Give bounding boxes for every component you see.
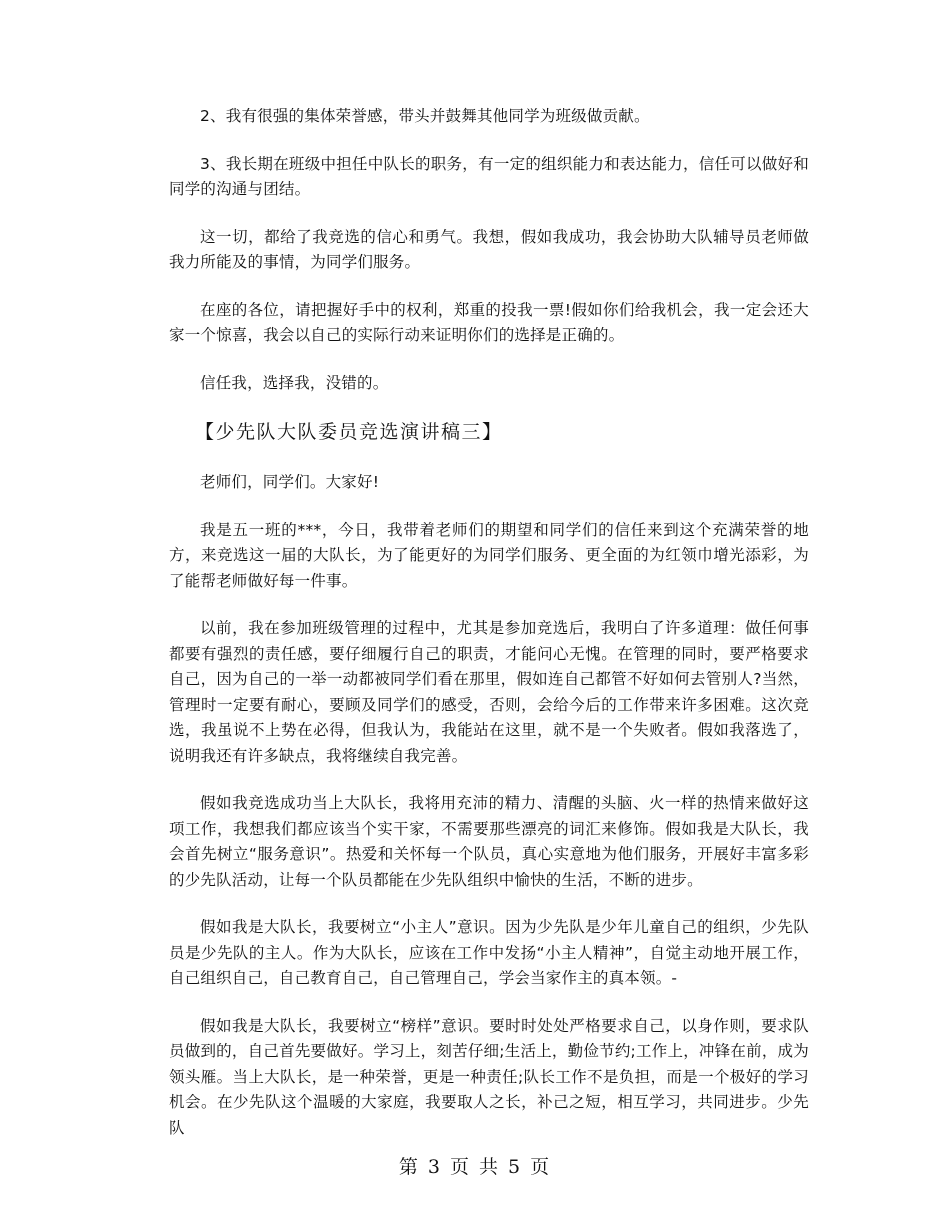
paragraph: 假如我是大队长，我要树立“小主人”意识。因为少先队是少年儿童自己的组织，少先队员是少先队的主人。作为大队长，应该在工作中发扬“小主人精神”，自觉主动地开展工作，自己组织自己，自己教育自己，自己管理自己，学会当家作主的真本领。-	[169, 918, 809, 987]
paragraph: 3、我长期在班级中担任中队长的职务，有一定的组织能力和表达能力，信任可以做好和同学的沟通与团结。	[169, 154, 809, 198]
paragraph: 在座的各位，请把握好手中的权利，郑重的投我一票!假如你们给我机会，我一定会还大家一个惊喜，我会以自己的实际行动来证明你们的选择是正确的。	[169, 300, 809, 344]
paragraph: 老师们，同学们。大家好!	[200, 473, 380, 491]
paragraph: 假如我是大队长，我要树立“榜样”意识。要时时处处严格要求自己，以身作则，要求队员做到的，自己首先要做好。学习上，刻苦仔细;生活上，勤俭节约;工作上，冲锋在前，成为领头雁。当上大队长，是一种荣誉，更是一种责任;队长工作不是负担，而是一个极好的学习机会。在少先队这个温暖的大家庭，我要取人之长，补己之短，相互学习，共同进步。少先队	[169, 1016, 809, 1137]
paragraph: 以前，我在参加班级管理的过程中，尤其是参加竞选后，我明白了许多道理：做任何事都要有强烈的责任感，要仔细履行自己的职责，才能问心无愧。在管理的同时，要严格要求自己，因为自己的一举一动都被同学们看在那里，假如连自己都管不好如何去管别人?当然，管理时一定要有耐心，要顾及同学们的感受，否则，会给今后的工作带来许多困难。这次竞选，我虽说不上势在必得，但我认为，我能站在这里，就不是一个失败者。假如我落选了，说明我还有许多缺点，我将继续自我完善。	[169, 619, 809, 765]
page-number-footer: 第 3 页 共 5 页	[398, 1156, 552, 1178]
paragraph: 假如我竞选成功当上大队长，我将用充沛的精力、清醒的头脑、火一样的热情来做好这项工作，我想我们都应该当个实干家，不需要那些漂亮的词汇来修饰。假如我是大队长，我会首先树立“服务意识”。热爱和关怀每一个队员，真心实意地为他们服务，开展好丰富多彩的少先队活动，让每一个队员都能在少先队组织中愉快的生活，不断的进步。	[169, 794, 809, 889]
paragraph: 2、我有很强的集体荣誉感，带头并鼓舞其他同学为班级做贡献。	[200, 107, 650, 125]
paragraph: 信任我，选择我，没错的。	[200, 373, 389, 392]
paragraph: 这一切，都给了我竞选的信心和勇气。我想，假如我成功，我会协助大队辅导员老师做我力所能及的事情，为同学们服务。	[169, 227, 809, 271]
document-body	[169, 104, 809, 1163]
paragraph: 我是五一班的***，今日，我带着老师们的期望和同学们的信任来到这个充满荣誉的地方，来竞选这一届的大队长，为了能更好的为同学们服务、更全面的为红领巾增光添彩，为了能帮老师做好每一件事。	[169, 520, 809, 590]
section-heading: 【少先队大队委员竞选演讲稿三】	[195, 421, 503, 443]
